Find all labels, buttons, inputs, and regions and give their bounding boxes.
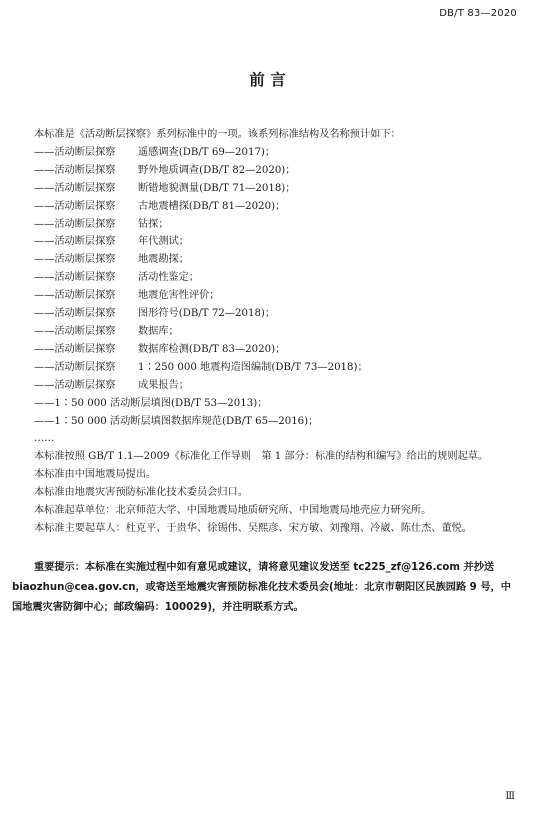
series-prefix: ——活动断层探察 [34,200,116,212]
series-prefix: ——活动断层探察 [34,379,116,391]
series-item [34,269,524,287]
paragraph-committee: 本标准由地震灾害预防标准化技术委员会归口。 [34,487,248,499]
series-prefix: ——活动断层探察 [34,164,116,176]
notice-line: 国地震灾害防御中心；邮政编码：100029)，并注明联系方式。 [12,602,304,613]
series-item [34,341,524,359]
series-item-title: 遥感调查(DB/T 69—2017)； [138,146,276,158]
series-item [34,323,524,341]
extra-item: ——1∶50 000 活动断层填图(DB/T 53—2013)； [34,397,268,409]
series-item-title: 图形符号(DB/T 72—2018)； [138,308,276,320]
series-item-title: 数据库检测(DB/T 83—2020)； [138,343,286,355]
series-item [34,198,524,216]
intro-paragraph: 本标准是《活动断层探察》系列标准中的一项。该系列标准结构及名称预计如下： [34,129,401,140]
series-item-title: 年代测试； [138,236,189,248]
series-item [34,233,524,251]
extra-item: ——1∶50 000 活动断层填图数据库规范(DB/T 65—2016)； [34,415,319,427]
paragraph-drafters: 本标准主要起草人：杜克平、于贵华、徐锡伟、吴熙彦、宋方敏、刘豫翔、冷崴、陈仕杰、董悦。 [34,522,473,534]
series-item-title: 断错地貌测量(DB/T 71—2018)； [138,182,296,194]
series-prefix: ——活动断层探察 [34,272,116,284]
series-item-title: 地震勘探； [138,254,189,266]
document-code: DB/T 83—2020 [439,8,517,19]
notice-line: 重要提示：本标准在实施过程中如有意见或建议，请将意见建议发送至 tc225_zf@126.com 并抄送 [34,562,495,573]
series-item-title: 成果报告； [138,379,189,391]
series-list [34,144,524,395]
series-item-title: 活动性鉴定； [138,272,200,284]
important-notice [12,558,524,618]
series-prefix: ——活动断层探察 [34,361,116,373]
series-item [34,144,524,162]
series-item [34,180,524,198]
series-prefix: ——活动断层探察 [34,254,116,266]
series-item [34,287,524,305]
series-prefix: ——活动断层探察 [34,182,116,194]
series-prefix: ——活动断层探察 [34,218,116,230]
series-item [34,305,524,323]
series-prefix: ——活动断层探察 [34,325,116,337]
series-prefix: ——活动断层探察 [34,290,116,302]
page-title: 前 言 [249,71,286,89]
notice-line: biaozhun@cea.gov.cn，或寄送至地震灾害预防标准化技术委员会(地址：北京市朝阳区民族园路 9 号，中 [12,582,511,593]
series-item [34,377,524,395]
paragraph-proposer: 本标准由中国地震局提出。 [34,469,157,481]
series-item [34,162,524,180]
series-prefix: ——活动断层探察 [34,236,116,248]
series-item-title: 钻探； [138,218,169,230]
series-prefix: ——活动断层探察 [34,146,116,158]
series-item [34,216,524,234]
series-item-title: 野外地质调查(DB/T 82—2020)； [138,164,296,176]
page-number: Ⅲ [505,791,515,802]
foreword-body [34,126,524,538]
series-item-title: 古地震槽探(DB/T 81—2020)； [138,200,286,212]
ellipsis: …… [34,433,55,445]
series-item-title: 数据库； [138,325,179,337]
series-prefix: ——活动断层探察 [34,308,116,320]
paragraph-drafting-rules: 本标准按照 GB/T 1.1—2009《标准化工作导则 第 1 部分：标准的结构和编写》给出的规则起草。 [34,451,489,463]
series-item-title: 地震危害性评价； [138,290,220,302]
series-prefix: ——活动断层探察 [34,343,116,355]
paragraph-drafting-units: 本标准起草单位：北京师范大学、中国地震局地质研究所、中国地震局地壳应力研究所。 [34,505,432,517]
series-item-title: 1∶250 000 地震构造图编制(DB/T 73—2018)； [138,361,368,373]
series-item [34,359,524,377]
series-item [34,251,524,269]
